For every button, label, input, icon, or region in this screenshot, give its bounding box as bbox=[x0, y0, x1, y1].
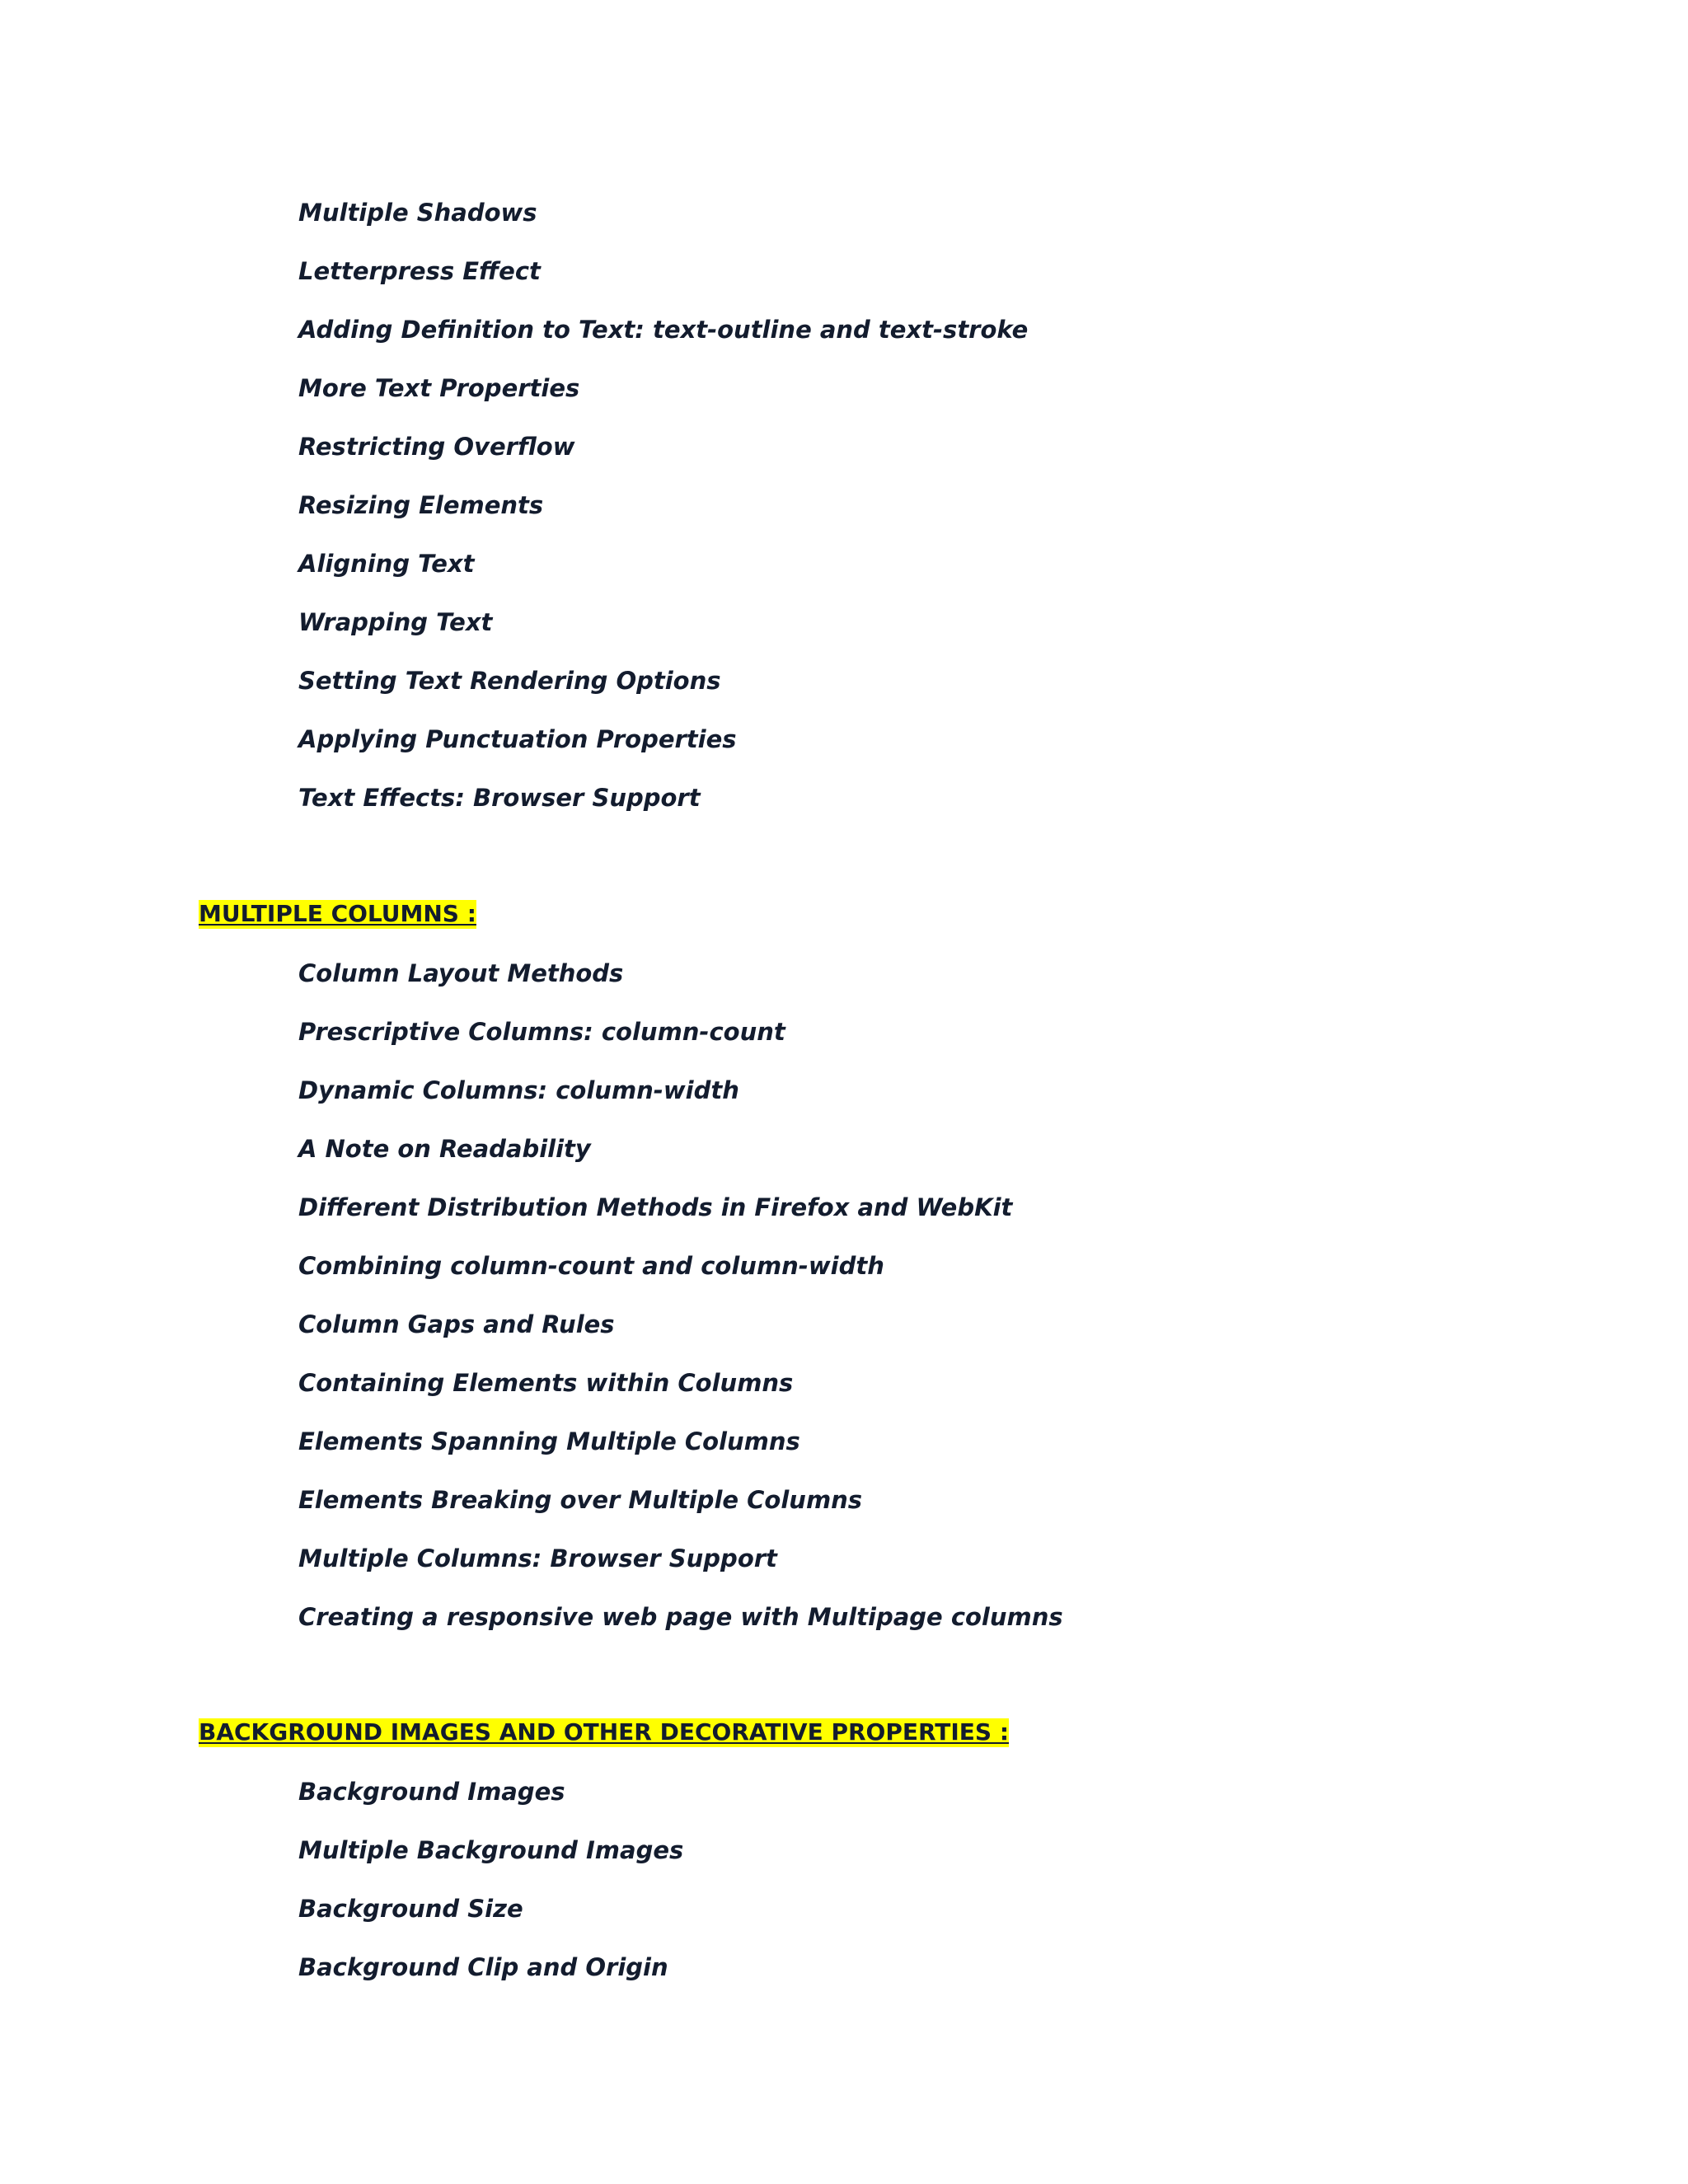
section-heading-multiple-columns bbox=[199, 898, 476, 930]
list-item: Aligning Text bbox=[298, 550, 475, 578]
list-item: Multiple Columns: Browser Support bbox=[298, 1544, 777, 1572]
list-item: Elements Breaking over Multiple Columns bbox=[298, 1486, 863, 1514]
list-item: Combining column-count and column-width bbox=[298, 1252, 884, 1280]
list-item: Adding Definition to Text: text-outline and text-stroke bbox=[298, 316, 1029, 344]
list-item: Dynamic Columns: column-width bbox=[298, 1076, 739, 1104]
list-item: Background Clip and Origin bbox=[298, 1953, 668, 1981]
list-item: Text Effects: Browser Support bbox=[298, 784, 701, 812]
list-item: Background Images bbox=[298, 1778, 565, 1806]
list-item: Prescriptive Columns: column-count bbox=[298, 1018, 785, 1046]
list-item: Wrapping Text bbox=[298, 608, 493, 636]
list-item: Background Size bbox=[298, 1895, 523, 1923]
list-item: Restricting Overflow bbox=[298, 433, 575, 461]
list-item: Resizing Elements bbox=[298, 491, 544, 519]
list-item: Multiple Shadows bbox=[298, 199, 537, 227]
section-heading-backgrounds bbox=[199, 1717, 1009, 1748]
list-item: Applying Punctuation Properties bbox=[298, 725, 737, 753]
list-item: Multiple Background Images bbox=[298, 1836, 684, 1864]
list-item: Creating a responsive web page with Multipage columns bbox=[298, 1603, 1063, 1631]
list-item: Elements Spanning Multiple Columns bbox=[298, 1427, 800, 1455]
list-item: More Text Properties bbox=[298, 374, 580, 402]
list-item: Column Gaps and Rules bbox=[298, 1310, 615, 1338]
section-heading-label: MULTIPLE COLUMNS : bbox=[199, 900, 476, 927]
list-item: Letterpress Effect bbox=[298, 257, 541, 285]
list-item: Containing Elements within Columns bbox=[298, 1369, 794, 1397]
section-heading-label: BACKGROUND IMAGES AND OTHER DECORATIVE PROPERTIES : bbox=[199, 1718, 1010, 1746]
list-item: A Note on Readability bbox=[298, 1135, 591, 1163]
list-item: Setting Text Rendering Options bbox=[298, 667, 721, 695]
list-item: Different Distribution Methods in Firefox and WebKit bbox=[298, 1193, 1013, 1221]
list-item: Column Layout Methods bbox=[298, 959, 624, 987]
